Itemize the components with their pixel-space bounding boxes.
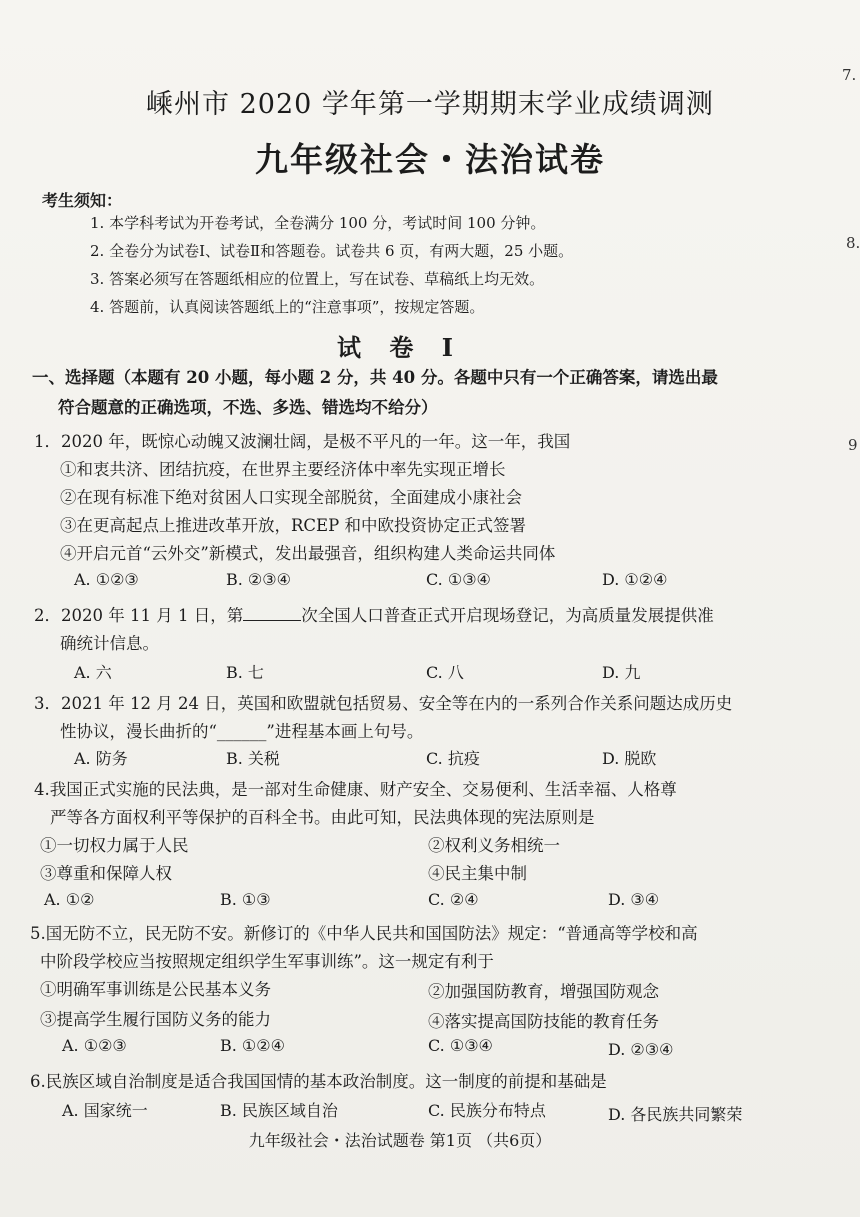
question-item: ④落实提高国防技能的教育任务 bbox=[428, 1012, 659, 1031]
answer-option: B. 民族区域自治 bbox=[220, 1101, 338, 1120]
question-stem: 确统计信息。 bbox=[60, 634, 159, 653]
answer-option: D. 脱欧 bbox=[602, 749, 657, 768]
answer-option: D. ②③④ bbox=[608, 1040, 674, 1059]
answer-option: A. 国家统一 bbox=[62, 1101, 148, 1120]
answer-option: C. ②④ bbox=[428, 890, 479, 909]
question-item: ①一切权力属于人民 bbox=[40, 836, 189, 855]
exam-title: 嵊州市 2020 学年第一学期期末学业成绩调测 bbox=[146, 89, 714, 120]
question-stem: 严等各方面权利平等保护的百科全书。由此可知，民法典体现的宪法原则是 bbox=[50, 808, 595, 827]
answer-option: D. 九 bbox=[602, 663, 641, 682]
edge-mark: 9 bbox=[848, 436, 858, 454]
edge-mark: 7. bbox=[842, 66, 857, 84]
question-item: ③尊重和保障人权 bbox=[40, 864, 172, 883]
notice-item: 4. 答题前，认真阅读答题纸上的“注意事项”，按规定答题。 bbox=[90, 298, 485, 316]
question-item: ①和衷共济、团结抗疫，在世界主要经济体中率先实现正增长 bbox=[60, 460, 506, 479]
answer-option: C. 抗疫 bbox=[426, 749, 480, 768]
notice-item: 2. 全卷分为试卷Ⅰ、试卷Ⅱ和答题卷。试卷共 6 页，有两大题，25 小题。 bbox=[90, 242, 574, 260]
fill-blank bbox=[243, 604, 301, 621]
question-item: ②加强国防教育，增强国防观念 bbox=[428, 982, 659, 1001]
question-stem: 4.我国正式实施的民法典，是一部对生命健康、财产安全、交易便利、生活幸福、人格尊 bbox=[34, 780, 677, 799]
notice-item: 3. 答案必须写在答题纸相应的位置上，写在试卷、草稿纸上均无效。 bbox=[90, 270, 545, 288]
answer-option: B. 关税 bbox=[226, 749, 280, 768]
question-stem bbox=[34, 602, 714, 626]
question-stem-part: 2．2020 年 11 月 1 日，第 bbox=[34, 606, 244, 625]
notice-heading: 考生须知： bbox=[42, 191, 123, 210]
answer-option: A. ①②③ bbox=[74, 570, 139, 589]
question-stem-part: 次全国人口普查正式开启现场登记，为高质量发展提供准 bbox=[301, 606, 714, 625]
question-item: ③提高学生履行国防义务的能力 bbox=[40, 1010, 271, 1029]
question-item: ③在更高起点上推进改革开放，RCEP 和中欧投资协定正式签署 bbox=[60, 516, 526, 535]
answer-option: B. ②③④ bbox=[226, 570, 291, 589]
exam-subtitle: 九年级社会・法治试卷 bbox=[255, 140, 605, 179]
question-item: ①明确军事训练是公民基本义务 bbox=[40, 980, 271, 999]
question-stem: 6.民族区域自治制度是适合我国国情的基本政治制度。这一制度的前提和基础是 bbox=[30, 1072, 607, 1091]
edge-mark: 8. bbox=[846, 234, 860, 252]
answer-option: B. ①③ bbox=[220, 890, 271, 909]
answer-option: D. ①②④ bbox=[602, 570, 668, 589]
section-title: 试 卷 I bbox=[337, 333, 463, 362]
question-stem: 1．2020 年，既惊心动魄又波澜壮阔，是极不平凡的一年。这一年，我国 bbox=[34, 432, 571, 451]
page-footer: 九年级社会・法治试题卷 第1页 （共6页） bbox=[248, 1131, 552, 1150]
answer-option: C. 八 bbox=[426, 663, 464, 682]
answer-option: A. 六 bbox=[74, 663, 112, 682]
answer-option: C. ①③④ bbox=[428, 1036, 493, 1055]
answer-option: A. ①② bbox=[44, 890, 95, 909]
answer-option: B. 七 bbox=[226, 663, 264, 682]
answer-option: B. ①②④ bbox=[220, 1036, 285, 1055]
answer-option: D. ③④ bbox=[608, 890, 660, 909]
answer-option: A. ①②③ bbox=[62, 1036, 127, 1055]
answer-option: A. 防务 bbox=[74, 749, 128, 768]
question-item: ④民主集中制 bbox=[428, 864, 527, 883]
answer-option: C. ①③④ bbox=[426, 570, 491, 589]
question-item: ②在现有标准下绝对贫困人口实现全部脱贫，全面建成小康社会 bbox=[60, 488, 522, 507]
answer-option: D. 各民族共同繁荣 bbox=[608, 1105, 743, 1124]
part-instruction: 一、选择题（本题有 20 小题，每小题 2 分，共 40 分。各题中只有一个正确答案，请选出最 bbox=[32, 368, 718, 387]
question-item: ②权利义务相统一 bbox=[428, 836, 560, 855]
part-instruction: 符合题意的正确选项，不选、多选、错选均不给分） bbox=[58, 398, 438, 417]
notice-item: 1. 本学科考试为开卷考试，全卷满分 100 分，考试时间 100 分钟。 bbox=[90, 214, 546, 232]
answer-option: C. 民族分布特点 bbox=[428, 1101, 546, 1120]
question-stem: 中阶段学校应当按照规定组织学生军事训练”。这一规定有利于 bbox=[40, 952, 494, 971]
question-stem: 性协议，漫长曲折的“______”进程基本画上句号。 bbox=[60, 722, 424, 741]
question-stem: 3．2021 年 12 月 24 日，英国和欧盟就包括贸易、安全等在内的一系列合作关系问题达成历史 bbox=[34, 694, 733, 713]
question-item: ④开启元首“云外交”新模式，发出最强音，组织构建人类命运共同体 bbox=[60, 544, 556, 563]
question-stem: 5.国无防不立，民无防不安。新修订的《中华人民共和国国防法》规定：“普通高等学校和高 bbox=[30, 924, 698, 943]
